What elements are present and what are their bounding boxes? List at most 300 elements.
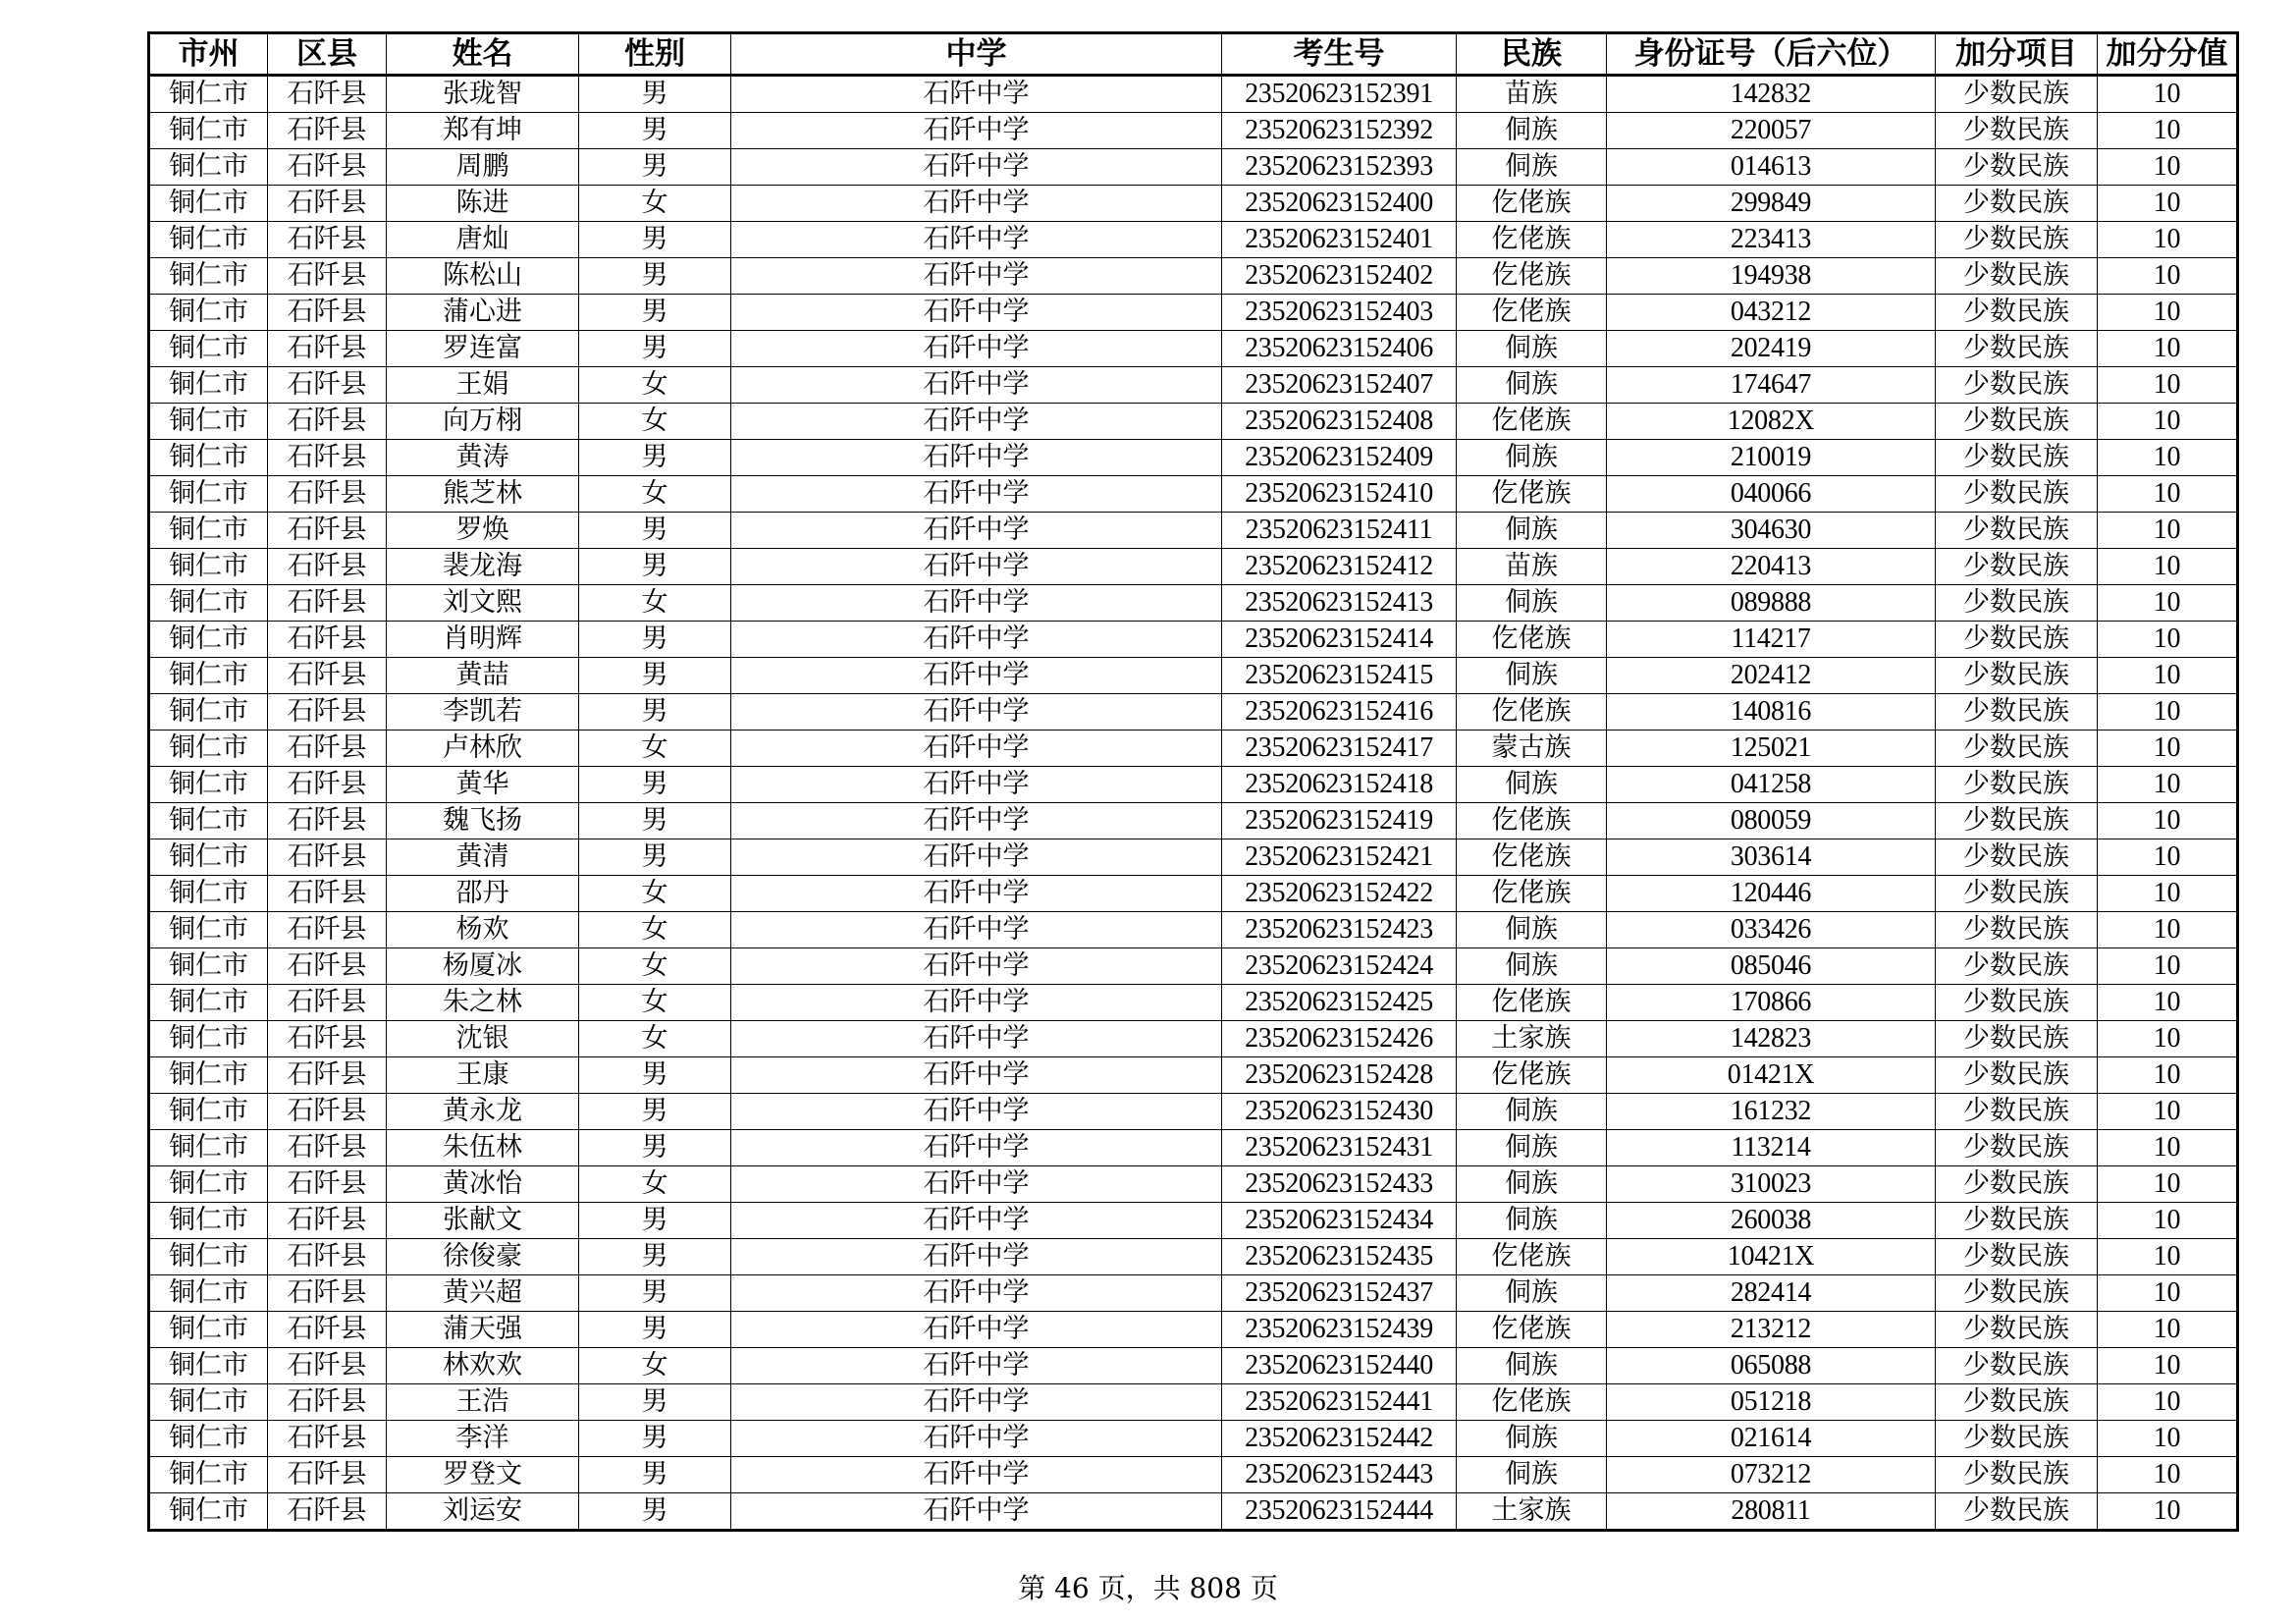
cell-county: 石阡县: [268, 767, 387, 803]
cell-gender: 男: [579, 1457, 731, 1493]
cell-bonus-item: 少数民族: [1936, 1457, 2098, 1493]
cell-ethnicity: 蒙古族: [1457, 731, 1607, 767]
cell-city: 铜仁市: [149, 1384, 268, 1421]
cell-gender: 女: [579, 912, 731, 948]
cell-ethnicity: 侗族: [1457, 149, 1607, 186]
cell-name: 黄喆: [387, 658, 579, 694]
cell-city: 铜仁市: [149, 1021, 268, 1057]
cell-name: 罗登文: [387, 1457, 579, 1493]
cell-ethnicity: 侗族: [1457, 912, 1607, 948]
cell-id-last-six: 114217: [1607, 622, 1936, 658]
cell-county: 石阡县: [268, 1130, 387, 1166]
cell-city: 铜仁市: [149, 731, 268, 767]
cell-name: 黄冰怡: [387, 1166, 579, 1203]
cell-gender: 男: [579, 440, 731, 476]
cell-bonus-value: 10: [2098, 622, 2238, 658]
cell-city: 铜仁市: [149, 585, 268, 622]
table-row: [149, 767, 2238, 803]
cell-city: 铜仁市: [149, 767, 268, 803]
table-row: [149, 1239, 2238, 1275]
cell-id-last-six: 051218: [1607, 1384, 1936, 1421]
cell-id-last-six: 202412: [1607, 658, 1936, 694]
table-row: [149, 476, 2238, 513]
cell-city: 铜仁市: [149, 1275, 268, 1312]
cell-city: 铜仁市: [149, 1203, 268, 1239]
cell-name: 黄华: [387, 767, 579, 803]
table-row: [149, 1457, 2238, 1493]
cell-id-last-six: 213212: [1607, 1312, 1936, 1348]
cell-ethnicity: 仡佬族: [1457, 622, 1607, 658]
cell-county: 石阡县: [268, 948, 387, 985]
cell-id-last-six: 220413: [1607, 549, 1936, 585]
header-school: 中学: [731, 33, 1222, 76]
cell-bonus-item: 少数民族: [1936, 1203, 2098, 1239]
cell-ethnicity: 侗族: [1457, 113, 1607, 149]
cell-city: 铜仁市: [149, 76, 268, 113]
cell-gender: 女: [579, 948, 731, 985]
cell-name: 刘运安: [387, 1493, 579, 1531]
cell-id-last-six: 080059: [1607, 803, 1936, 839]
cell-ethnicity: 仡佬族: [1457, 222, 1607, 258]
cell-county: 石阡县: [268, 404, 387, 440]
cell-bonus-value: 10: [2098, 1384, 2238, 1421]
cell-name: 李凯若: [387, 694, 579, 731]
table-row: [149, 1348, 2238, 1384]
cell-ethnicity: 侗族: [1457, 513, 1607, 549]
cell-school: 石阡中学: [731, 258, 1222, 295]
cell-ethnicity: 侗族: [1457, 1421, 1607, 1457]
cell-id-last-six: 089888: [1607, 585, 1936, 622]
cell-exam-id: 23520623152415: [1222, 658, 1457, 694]
cell-county: 石阡县: [268, 1021, 387, 1057]
cell-school: 石阡中学: [731, 1275, 1222, 1312]
cell-ethnicity: 侗族: [1457, 1348, 1607, 1384]
cell-bonus-value: 10: [2098, 876, 2238, 912]
cell-exam-id: 23520623152412: [1222, 549, 1457, 585]
cell-school: 石阡中学: [731, 1130, 1222, 1166]
cell-bonus-value: 10: [2098, 1312, 2238, 1348]
cell-exam-id: 23520623152430: [1222, 1094, 1457, 1130]
cell-gender: 男: [579, 1493, 731, 1531]
cell-bonus-value: 10: [2098, 803, 2238, 839]
cell-city: 铜仁市: [149, 1130, 268, 1166]
cell-name: 肖明辉: [387, 622, 579, 658]
cell-school: 石阡中学: [731, 1312, 1222, 1348]
cell-gender: 女: [579, 186, 731, 222]
table-row: [149, 440, 2238, 476]
table-header-row: [149, 33, 2238, 76]
cell-county: 石阡县: [268, 331, 387, 367]
cell-bonus-item: 少数民族: [1936, 1239, 2098, 1275]
cell-exam-id: 23520623152414: [1222, 622, 1457, 658]
cell-bonus-item: 少数民族: [1936, 731, 2098, 767]
cell-bonus-item: 少数民族: [1936, 876, 2098, 912]
cell-bonus-item: 少数民族: [1936, 1348, 2098, 1384]
cell-school: 石阡中学: [731, 1203, 1222, 1239]
cell-bonus-value: 10: [2098, 476, 2238, 513]
cell-id-last-six: 220057: [1607, 113, 1936, 149]
cell-bonus-value: 10: [2098, 186, 2238, 222]
cell-city: 铜仁市: [149, 803, 268, 839]
cell-bonus-value: 10: [2098, 1203, 2238, 1239]
cell-county: 石阡县: [268, 985, 387, 1021]
cell-gender: 男: [579, 222, 731, 258]
cell-ethnicity: 侗族: [1457, 1203, 1607, 1239]
cell-name: 陈松山: [387, 258, 579, 295]
cell-ethnicity: 苗族: [1457, 76, 1607, 113]
cell-city: 铜仁市: [149, 222, 268, 258]
table-row: [149, 1166, 2238, 1203]
cell-id-last-six: 202419: [1607, 331, 1936, 367]
cell-name: 黄永龙: [387, 1094, 579, 1130]
table-row: [149, 367, 2238, 404]
cell-exam-id: 23520623152407: [1222, 367, 1457, 404]
table-row: [149, 1094, 2238, 1130]
cell-name: 熊芝林: [387, 476, 579, 513]
cell-bonus-value: 10: [2098, 295, 2238, 331]
cell-exam-id: 23520623152403: [1222, 295, 1457, 331]
cell-id-last-six: 12082X: [1607, 404, 1936, 440]
cell-bonus-value: 10: [2098, 839, 2238, 876]
header-ethnicity: 民族: [1457, 33, 1607, 76]
cell-bonus-item: 少数民族: [1936, 440, 2098, 476]
cell-county: 石阡县: [268, 1384, 387, 1421]
table-row: [149, 149, 2238, 186]
cell-id-last-six: 033426: [1607, 912, 1936, 948]
cell-name: 朱之林: [387, 985, 579, 1021]
table-row: [149, 404, 2238, 440]
cell-id-last-six: 073212: [1607, 1457, 1936, 1493]
cell-name: 唐灿: [387, 222, 579, 258]
cell-id-last-six: 223413: [1607, 222, 1936, 258]
cell-name: 林欢欢: [387, 1348, 579, 1384]
cell-name: 陈进: [387, 186, 579, 222]
table-row: [149, 731, 2238, 767]
cell-name: 蒲心进: [387, 295, 579, 331]
cell-name: 张珑智: [387, 76, 579, 113]
cell-gender: 男: [579, 1384, 731, 1421]
cell-school: 石阡中学: [731, 585, 1222, 622]
cell-id-last-six: 210019: [1607, 440, 1936, 476]
cell-school: 石阡中学: [731, 948, 1222, 985]
cell-bonus-value: 10: [2098, 1275, 2238, 1312]
cell-school: 石阡中学: [731, 1457, 1222, 1493]
cell-gender: 男: [579, 149, 731, 186]
cell-gender: 女: [579, 985, 731, 1021]
cell-name: 王康: [387, 1057, 579, 1094]
cell-exam-id: 23520623152444: [1222, 1493, 1457, 1531]
cell-id-last-six: 014613: [1607, 149, 1936, 186]
cell-ethnicity: 侗族: [1457, 367, 1607, 404]
cell-county: 石阡县: [268, 549, 387, 585]
cell-id-last-six: 140816: [1607, 694, 1936, 731]
cell-county: 石阡县: [268, 186, 387, 222]
table-row: [149, 948, 2238, 985]
cell-county: 石阡县: [268, 222, 387, 258]
cell-school: 石阡中学: [731, 985, 1222, 1021]
cell-name: 朱伍林: [387, 1130, 579, 1166]
cell-name: 黄涛: [387, 440, 579, 476]
table-row: [149, 331, 2238, 367]
cell-bonus-item: 少数民族: [1936, 295, 2098, 331]
cell-ethnicity: 仡佬族: [1457, 985, 1607, 1021]
cell-city: 铜仁市: [149, 258, 268, 295]
cell-bonus-item: 少数民族: [1936, 404, 2098, 440]
cell-city: 铜仁市: [149, 476, 268, 513]
cell-id-last-six: 174647: [1607, 367, 1936, 404]
cell-name: 王娟: [387, 367, 579, 404]
cell-ethnicity: 仡佬族: [1457, 1239, 1607, 1275]
cell-county: 石阡县: [268, 585, 387, 622]
table-row: [149, 113, 2238, 149]
cell-bonus-item: 少数民族: [1936, 839, 2098, 876]
cell-county: 石阡县: [268, 803, 387, 839]
cell-gender: 女: [579, 1021, 731, 1057]
cell-name: 裴龙海: [387, 549, 579, 585]
table-row: [149, 186, 2238, 222]
cell-city: 铜仁市: [149, 367, 268, 404]
cell-ethnicity: 仡佬族: [1457, 1384, 1607, 1421]
cell-id-last-six: 161232: [1607, 1094, 1936, 1130]
cell-county: 石阡县: [268, 1421, 387, 1457]
cell-name: 黄兴超: [387, 1275, 579, 1312]
cell-bonus-item: 少数民族: [1936, 1421, 2098, 1457]
cell-gender: 女: [579, 731, 731, 767]
cell-ethnicity: 仡佬族: [1457, 404, 1607, 440]
cell-ethnicity: 侗族: [1457, 948, 1607, 985]
cell-city: 铜仁市: [149, 876, 268, 912]
cell-exam-id: 23520623152409: [1222, 440, 1457, 476]
cell-county: 石阡县: [268, 113, 387, 149]
cell-county: 石阡县: [268, 1203, 387, 1239]
cell-exam-id: 23520623152419: [1222, 803, 1457, 839]
cell-county: 石阡县: [268, 839, 387, 876]
cell-bonus-value: 10: [2098, 585, 2238, 622]
cell-ethnicity: 侗族: [1457, 1457, 1607, 1493]
cell-bonus-item: 少数民族: [1936, 622, 2098, 658]
cell-ethnicity: 仡佬族: [1457, 839, 1607, 876]
cell-bonus-value: 10: [2098, 113, 2238, 149]
cell-city: 铜仁市: [149, 113, 268, 149]
cell-exam-id: 23520623152401: [1222, 222, 1457, 258]
cell-city: 铜仁市: [149, 1312, 268, 1348]
cell-exam-id: 23520623152426: [1222, 1021, 1457, 1057]
cell-exam-id: 23520623152428: [1222, 1057, 1457, 1094]
cell-id-last-six: 282414: [1607, 1275, 1936, 1312]
table-row: [149, 1203, 2238, 1239]
cell-county: 石阡县: [268, 622, 387, 658]
cell-gender: 男: [579, 258, 731, 295]
cell-county: 石阡县: [268, 1094, 387, 1130]
cell-city: 铜仁市: [149, 149, 268, 186]
cell-gender: 女: [579, 367, 731, 404]
cell-bonus-value: 10: [2098, 658, 2238, 694]
cell-id-last-six: 085046: [1607, 948, 1936, 985]
cell-bonus-item: 少数民族: [1936, 258, 2098, 295]
cell-bonus-value: 10: [2098, 767, 2238, 803]
cell-ethnicity: 仡佬族: [1457, 476, 1607, 513]
cell-id-last-six: 260038: [1607, 1203, 1936, 1239]
cell-county: 石阡县: [268, 440, 387, 476]
cell-bonus-item: 少数民族: [1936, 1493, 2098, 1531]
cell-city: 铜仁市: [149, 1239, 268, 1275]
cell-bonus-item: 少数民族: [1936, 658, 2098, 694]
cell-city: 铜仁市: [149, 912, 268, 948]
cell-school: 石阡中学: [731, 1348, 1222, 1384]
cell-bonus-item: 少数民族: [1936, 948, 2098, 985]
cell-school: 石阡中学: [731, 694, 1222, 731]
cell-bonus-value: 10: [2098, 258, 2238, 295]
cell-id-last-six: 303614: [1607, 839, 1936, 876]
cell-bonus-value: 10: [2098, 440, 2238, 476]
table-row: [149, 1021, 2238, 1057]
table-row: [149, 1312, 2238, 1348]
cell-bonus-item: 少数民族: [1936, 222, 2098, 258]
cell-bonus-item: 少数民族: [1936, 1166, 2098, 1203]
cell-exam-id: 23520623152433: [1222, 1166, 1457, 1203]
cell-ethnicity: 仡佬族: [1457, 258, 1607, 295]
cell-gender: 女: [579, 404, 731, 440]
cell-bonus-value: 10: [2098, 331, 2238, 367]
cell-id-last-six: 113214: [1607, 1130, 1936, 1166]
cell-county: 石阡县: [268, 1457, 387, 1493]
cell-bonus-value: 10: [2098, 948, 2238, 985]
cell-city: 铜仁市: [149, 295, 268, 331]
cell-city: 铜仁市: [149, 839, 268, 876]
cell-exam-id: 23520623152435: [1222, 1239, 1457, 1275]
cell-gender: 男: [579, 694, 731, 731]
cell-name: 杨欢: [387, 912, 579, 948]
cell-bonus-value: 10: [2098, 76, 2238, 113]
cell-school: 石阡中学: [731, 767, 1222, 803]
cell-county: 石阡县: [268, 1312, 387, 1348]
cell-school: 石阡中学: [731, 912, 1222, 948]
cell-name: 李洋: [387, 1421, 579, 1457]
cell-city: 铜仁市: [149, 1421, 268, 1457]
cell-exam-id: 23520623152421: [1222, 839, 1457, 876]
cell-county: 石阡县: [268, 295, 387, 331]
cell-school: 石阡中学: [731, 149, 1222, 186]
cell-gender: 女: [579, 476, 731, 513]
cell-county: 石阡县: [268, 1057, 387, 1094]
cell-name: 罗焕: [387, 513, 579, 549]
cell-exam-id: 23520623152422: [1222, 876, 1457, 912]
header-county: 区县: [268, 33, 387, 76]
cell-county: 石阡县: [268, 1239, 387, 1275]
cell-ethnicity: 侗族: [1457, 1166, 1607, 1203]
cell-city: 铜仁市: [149, 186, 268, 222]
table-row: [149, 513, 2238, 549]
cell-gender: 男: [579, 803, 731, 839]
table-row: [149, 839, 2238, 876]
cell-school: 石阡中学: [731, 803, 1222, 839]
cell-gender: 女: [579, 876, 731, 912]
cell-city: 铜仁市: [149, 1457, 268, 1493]
cell-bonus-item: 少数民族: [1936, 1312, 2098, 1348]
cell-school: 石阡中学: [731, 76, 1222, 113]
cell-county: 石阡县: [268, 731, 387, 767]
cell-school: 石阡中学: [731, 222, 1222, 258]
table-row: [149, 258, 2238, 295]
cell-gender: 女: [579, 1166, 731, 1203]
cell-name: 黄清: [387, 839, 579, 876]
cell-id-last-six: 125021: [1607, 731, 1936, 767]
cell-bonus-value: 10: [2098, 1421, 2238, 1457]
cell-bonus-item: 少数民族: [1936, 367, 2098, 404]
table-row: [149, 76, 2238, 113]
cell-exam-id: 23520623152391: [1222, 76, 1457, 113]
cell-name: 向万栩: [387, 404, 579, 440]
cell-school: 石阡中学: [731, 113, 1222, 149]
cell-school: 石阡中学: [731, 1094, 1222, 1130]
header-name: 姓名: [387, 33, 579, 76]
cell-name: 沈银: [387, 1021, 579, 1057]
cell-bonus-value: 10: [2098, 1094, 2238, 1130]
cell-name: 邵丹: [387, 876, 579, 912]
cell-bonus-value: 10: [2098, 1493, 2238, 1531]
cell-school: 石阡中学: [731, 513, 1222, 549]
cell-bonus-value: 10: [2098, 367, 2238, 404]
cell-gender: 男: [579, 1312, 731, 1348]
cell-exam-id: 23520623152400: [1222, 186, 1457, 222]
header-city: 市州: [149, 33, 268, 76]
table-row: [149, 1275, 2238, 1312]
cell-exam-id: 23520623152402: [1222, 258, 1457, 295]
cell-bonus-item: 少数民族: [1936, 513, 2098, 549]
cell-bonus-value: 10: [2098, 694, 2238, 731]
cell-bonus-item: 少数民族: [1936, 767, 2098, 803]
cell-city: 铜仁市: [149, 1057, 268, 1094]
cell-bonus-item: 少数民族: [1936, 1094, 2098, 1130]
cell-id-last-six: 142823: [1607, 1021, 1936, 1057]
cell-gender: 女: [579, 585, 731, 622]
cell-county: 石阡县: [268, 1493, 387, 1531]
cell-bonus-item: 少数民族: [1936, 1130, 2098, 1166]
cell-exam-id: 23520623152441: [1222, 1384, 1457, 1421]
cell-bonus-value: 10: [2098, 985, 2238, 1021]
table-row: [149, 549, 2238, 585]
cell-name: 徐俊豪: [387, 1239, 579, 1275]
header-gender: 性别: [579, 33, 731, 76]
cell-school: 石阡中学: [731, 331, 1222, 367]
cell-id-last-six: 040066: [1607, 476, 1936, 513]
cell-name: 罗连富: [387, 331, 579, 367]
cell-county: 石阡县: [268, 258, 387, 295]
cell-exam-id: 23520623152410: [1222, 476, 1457, 513]
cell-ethnicity: 土家族: [1457, 1493, 1607, 1531]
cell-exam-id: 23520623152423: [1222, 912, 1457, 948]
cell-exam-id: 23520623152424: [1222, 948, 1457, 985]
cell-school: 石阡中学: [731, 367, 1222, 404]
cell-gender: 男: [579, 839, 731, 876]
cell-id-last-six: 01421X: [1607, 1057, 1936, 1094]
table-body: [149, 76, 2238, 1531]
cell-id-last-six: 043212: [1607, 295, 1936, 331]
cell-city: 铜仁市: [149, 1094, 268, 1130]
cell-bonus-item: 少数民族: [1936, 912, 2098, 948]
cell-name: 刘文熙: [387, 585, 579, 622]
cell-id-last-six: 065088: [1607, 1348, 1936, 1384]
cell-city: 铜仁市: [149, 622, 268, 658]
cell-bonus-value: 10: [2098, 1348, 2238, 1384]
cell-school: 石阡中学: [731, 731, 1222, 767]
cell-ethnicity: 仡佬族: [1457, 1312, 1607, 1348]
page-footer: 第 46 页，共 808 页: [1018, 1572, 1278, 1604]
cell-gender: 男: [579, 513, 731, 549]
cell-ethnicity: 仡佬族: [1457, 186, 1607, 222]
cell-city: 铜仁市: [149, 694, 268, 731]
table-row: [149, 1057, 2238, 1094]
